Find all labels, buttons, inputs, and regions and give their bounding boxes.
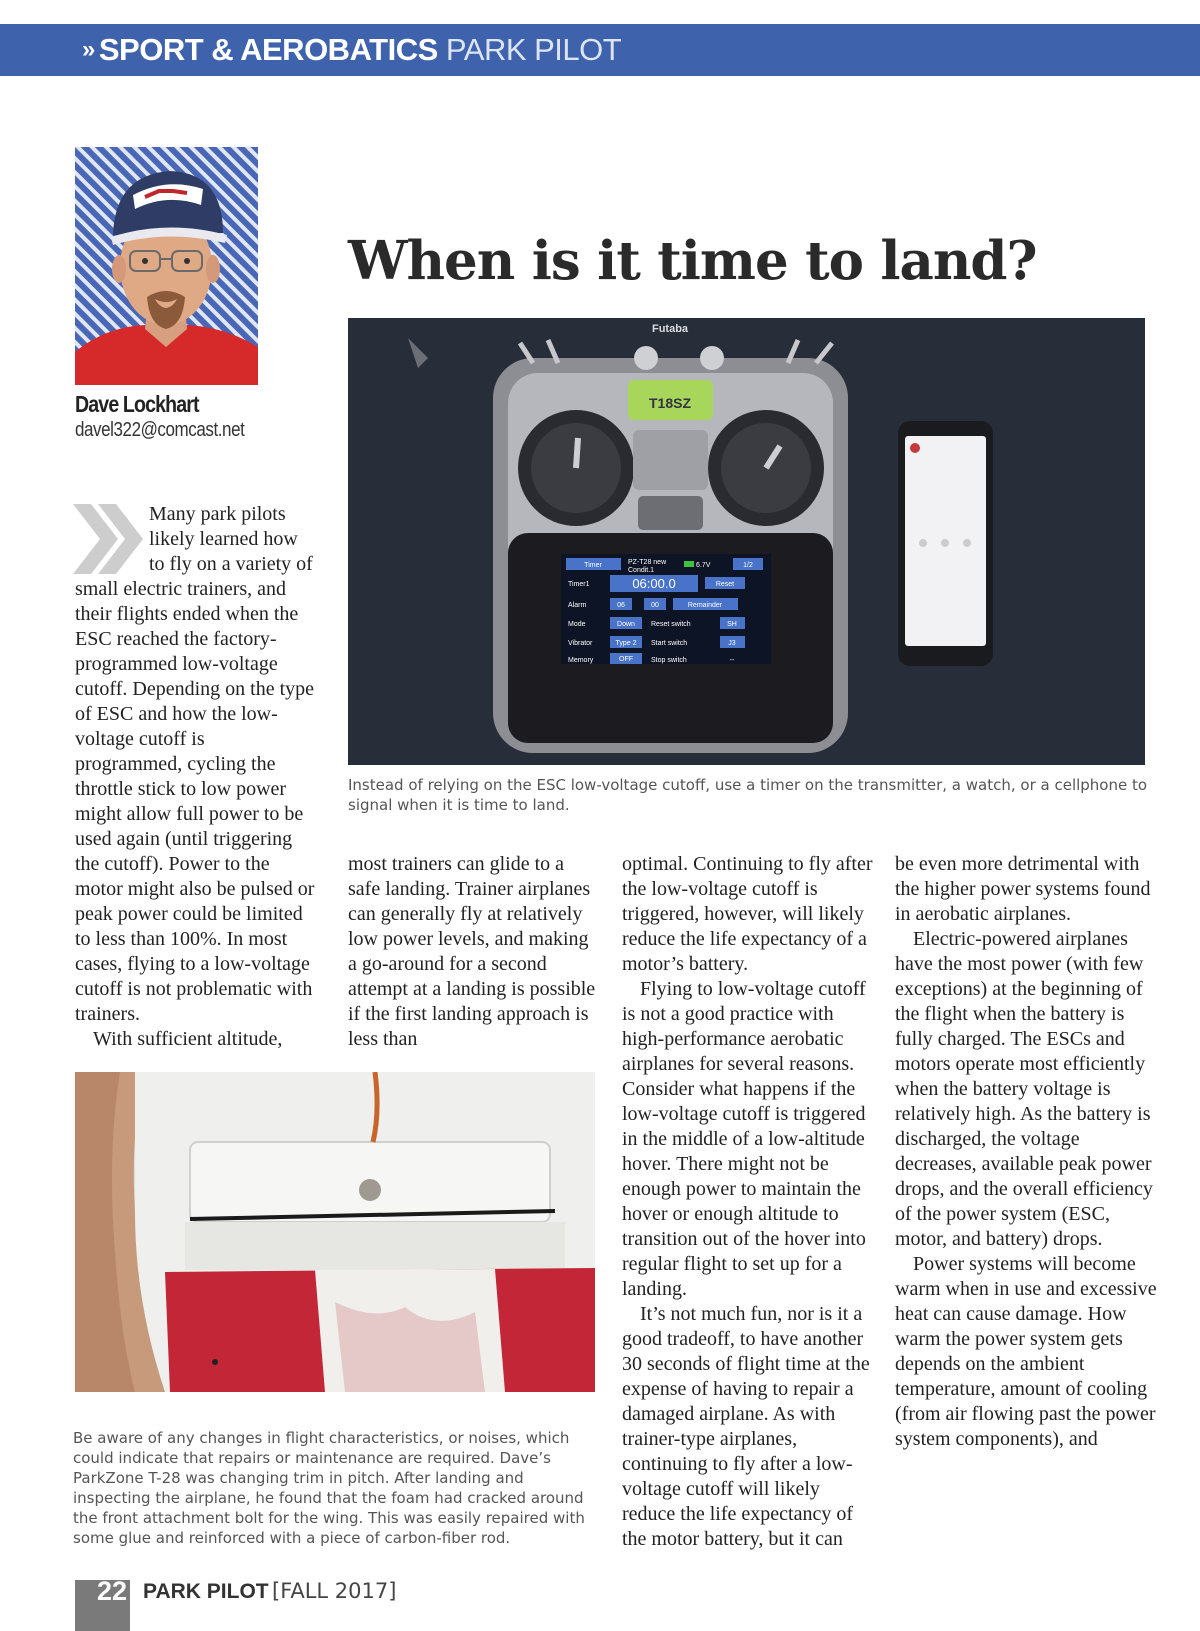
lcd-vibrator-label: Vibrator [568,640,593,647]
body-column-4 [895,852,1157,1452]
author-email: davel322@comcast.net [75,419,245,441]
lcd-alarm-sec: 00 [651,602,659,609]
lcd-remainder: Remainder [687,602,723,609]
paragraph: Many park pilots likely learned how to fly on a variety of small electric trainers, and their flights ended when the ESC reached the factory-programmed low-voltage cutoff. Depending on the type of ESC and how the low-voltage cutoff is programmed, cycling the throttle stick to low power might allow full power to be used again (until triggering the cutoff). Power to the motor might also be pulsed or peak power could be limited to less than 100%. In most cases, flying to a low-voltage cutoff is not problematic with trainers. [75,503,315,1025]
paragraph: Power systems will become warm when in use and excessive heat can cause damage. How warm the power system gets depends on the ambient temperature, amount of cooling (from air flowing past the power system components), and [895,1253,1157,1450]
publication-name: PARK PILOT [445,32,622,67]
paragraph: Flying to low-voltage cutoff is not a good practice with high-performance aerobatic airplanes for several reasons. Consider what happens if the low-voltage cutoff is triggered in the middle of a low-altitude hover. There might not be enough power to maintain the hover or enough altitude to transition out of the hover into regular flight to set up for a landing. [622,978,866,1300]
section-title [82,32,621,68]
section-banner [0,24,1200,76]
page-number: 22 [97,1576,128,1606]
wing-repair-photo [75,1072,595,1392]
paragraph: Electric-powered airplanes have the most power (with few exceptions) at the beginning of the flight when the battery is fully charged. The ESCs and motors operate most efficiently when the battery voltage is relatively high. As the battery is discharged, the voltage decreases, available peak power drops, and the overall efficiency of the power system (ESC, motor, and battery) drops. [895,928,1153,1250]
paragraph: most trainers can glide to a safe landing. Trainer airplanes can generally fly at relatively low power levels, and making a go-around for a second attempt at a landing is possible if the first landing approach is less than [348,853,596,1050]
lcd-start-switch: Start switch [651,640,688,647]
lcd-reset: Reset [715,581,735,588]
lcd-model: PZ-T28 new [628,559,667,566]
transmitter-model-label: T18SZ [648,395,692,411]
lcd-mode-label: Mode [568,621,586,628]
section-name: SPORT & AEROBATICS [98,32,438,67]
lcd-memory-label: Memory [568,657,594,664]
body-column-1 [75,502,315,1052]
double-chevron-icon [73,504,143,574]
paragraph: be even more detrimental with the higher power systems found in aerobatic airplanes. [895,853,1151,925]
lcd-timer-value: 06:00.0 [632,576,676,591]
author-name: Dave Lockhart [75,391,199,417]
lcd-alarm-min: 06 [617,602,625,609]
lcd-reset-switch: Reset switch [651,621,691,628]
lcd-mode-value: Down [617,621,635,628]
lcd-timer-label: Timer1 [568,581,590,588]
wing-repair-caption: Be aware of any changes in flight characteristics, or noises, which could indicate that repairs or maintenance are required. Dave’s ParkZone T-28 was changing trim in pitch. After landing and inspecting the airplane, he found that the foam had cracked around the front attachment bolt for the wing. This was easily repaired with some glue and reinforced with a piece of carbon-fiber rod. [73,1429,585,1547]
body-column-3 [622,852,877,1552]
paragraph: It’s not much fun, nor is it a good tradeoff, to have another 30 seconds of flight time at the expense of having to repair a damaged airplane. As with trainer-type airplanes, continuing to fly after a low-voltage cutoff will likely reduce the life expectancy of the motor battery, but it can [622,1303,870,1550]
lcd-condition: Condit.1 [628,567,655,574]
chevron-icon: » [82,36,95,63]
author-photo [75,147,258,385]
paragraph: optimal. Continuing to fly after the low-voltage cutoff is triggered, however, will likely reduce the life expectancy of a motor’s battery. [622,853,873,975]
lcd-timer-tab: Timer [584,562,602,569]
lcd-start-switch-value: J3 [728,640,736,647]
paragraph: With sufficient altitude, [93,1028,283,1050]
footer-publication: PARK PILOT [143,1580,269,1603]
lcd-alarm-label: Alarm [568,602,587,609]
lcd-memory-value: OFF [619,656,633,663]
lcd-vibrator-value: Type 2 [615,640,637,647]
transmitter-brand: Futaba [651,323,689,335]
lcd-page: 1/2 [743,562,753,569]
lcd-voltage: 6.7V [696,562,711,569]
lcd-stop-switch: Stop switch [651,657,687,664]
transmitter-photo [348,318,1145,765]
lcd-reset-switch-value: SH [727,621,737,628]
footer-issue: [FALL 2017] [272,1579,397,1603]
body-column-2 [348,852,598,1052]
lcd-stop-switch-value: -- [729,657,735,664]
article-headline: When is it time to land? [348,230,1037,292]
transmitter-caption: Instead of relying on the ESC low-voltage cutoff, use a timer on the transmitter, a watch, or a cellphone to signal when it is time to land. [348,776,1148,814]
